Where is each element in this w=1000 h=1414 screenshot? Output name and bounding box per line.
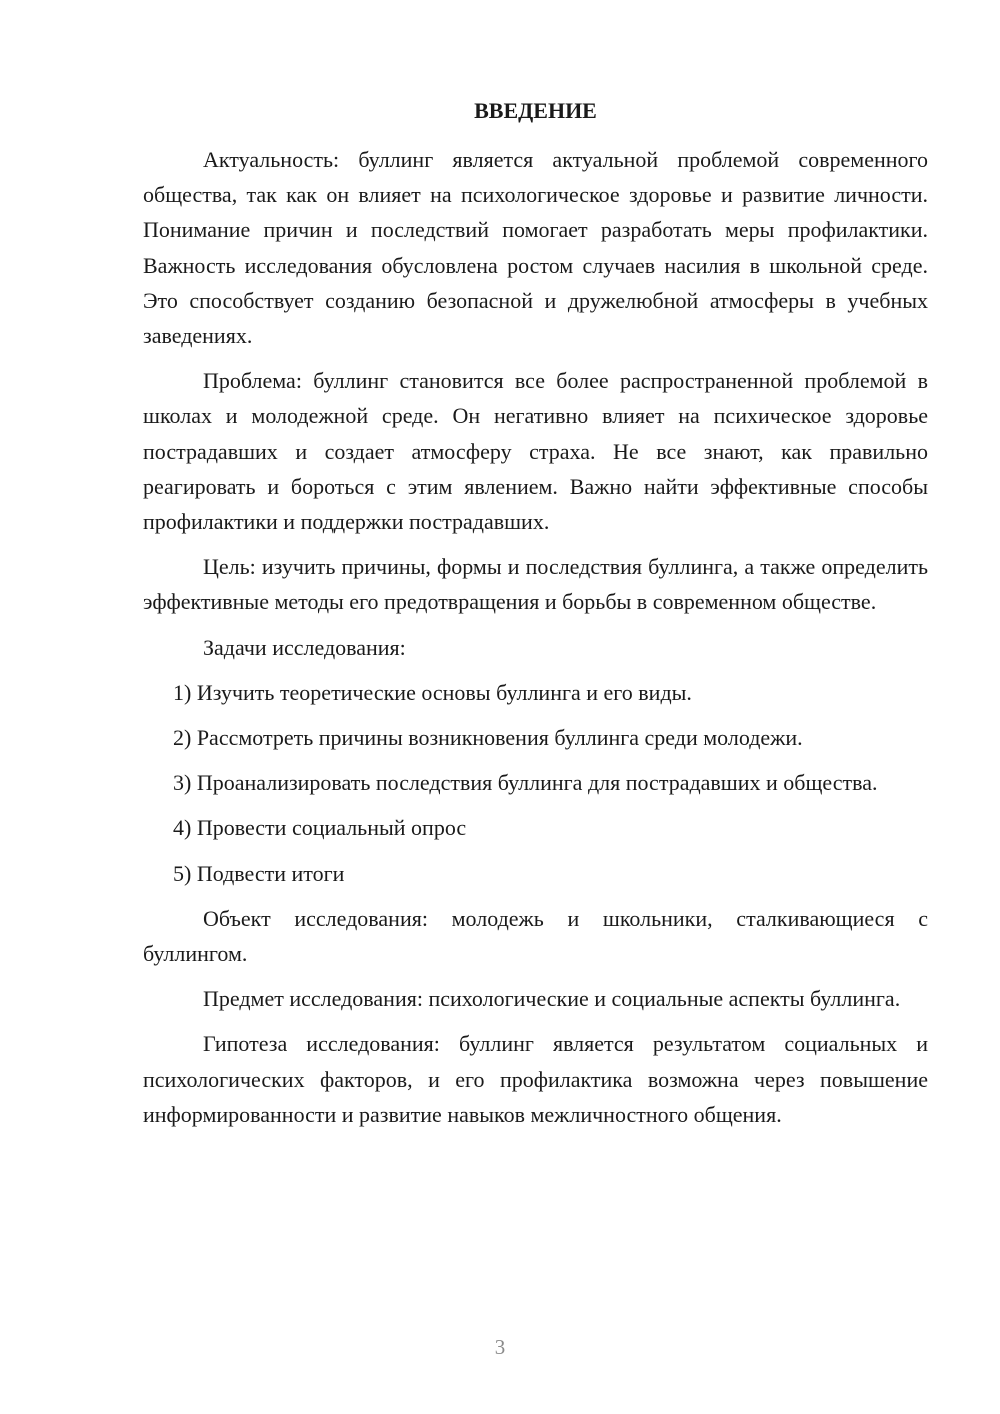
relevance-paragraph: Актуальность: буллинг является актуальной проблемой современного общества, так как он влияет на психологическое здоровье и развитие личности. Понимание причин и последствий помогает разработать меры профилактики. Важность исследования обусловлена ростом случаев насилия в школьной среде. Это способствует созданию безопасной и дружелюбной атмосферы в учебных заведениях. <box>143 147 928 349</box>
hypothesis-paragraph: Гипотеза исследования: буллинг является результатом социальных и психологических факторов, и его профилактика возможна через повышение информированности и развитие навыков межличностного общения. <box>143 1031 928 1127</box>
task-item-4: 4) Провести социальный опрос <box>173 815 467 841</box>
object-paragraph: Объект исследования: молодежь и школьники, сталкивающиеся с буллингом. <box>143 905 928 967</box>
task-item-1: 1) Изучить теоретические основы буллинга и его виды. <box>173 679 692 705</box>
task-item-5: 5) Подвести итоги <box>173 860 345 886</box>
goal-paragraph: Цель: изучить причины, формы и последствия буллинга, а также определить эффективные методы его предотвращения и борьбы в современном обществе. <box>143 554 928 615</box>
page-number: 3 <box>494 1335 506 1359</box>
document-body <box>143 142 928 1142</box>
task-item-2: 2) Рассмотреть причины возникновения буллинга среди молодежи. <box>173 725 803 751</box>
page-title: ВВЕДЕНИЕ <box>474 98 597 123</box>
problem-paragraph: Проблема: буллинг становится все более распространенной проблемой в школах и молодежной среде. Он негативно влияет на психическое здоровье пострадавших и создает атмосферу страха. Не все знают, как правильно реагировать и бороться с этим явлением. Важно найти эффективные способы профилактики и поддержки пострадавших. <box>143 368 928 535</box>
task-item-3: 3) Проанализировать последствия буллинга для пострадавших и общества. <box>173 770 878 796</box>
subject-paragraph: Предмет исследования: психологические и социальные аспекты буллинга. <box>203 986 901 1012</box>
tasks-heading: Задачи исследования: <box>203 634 406 660</box>
